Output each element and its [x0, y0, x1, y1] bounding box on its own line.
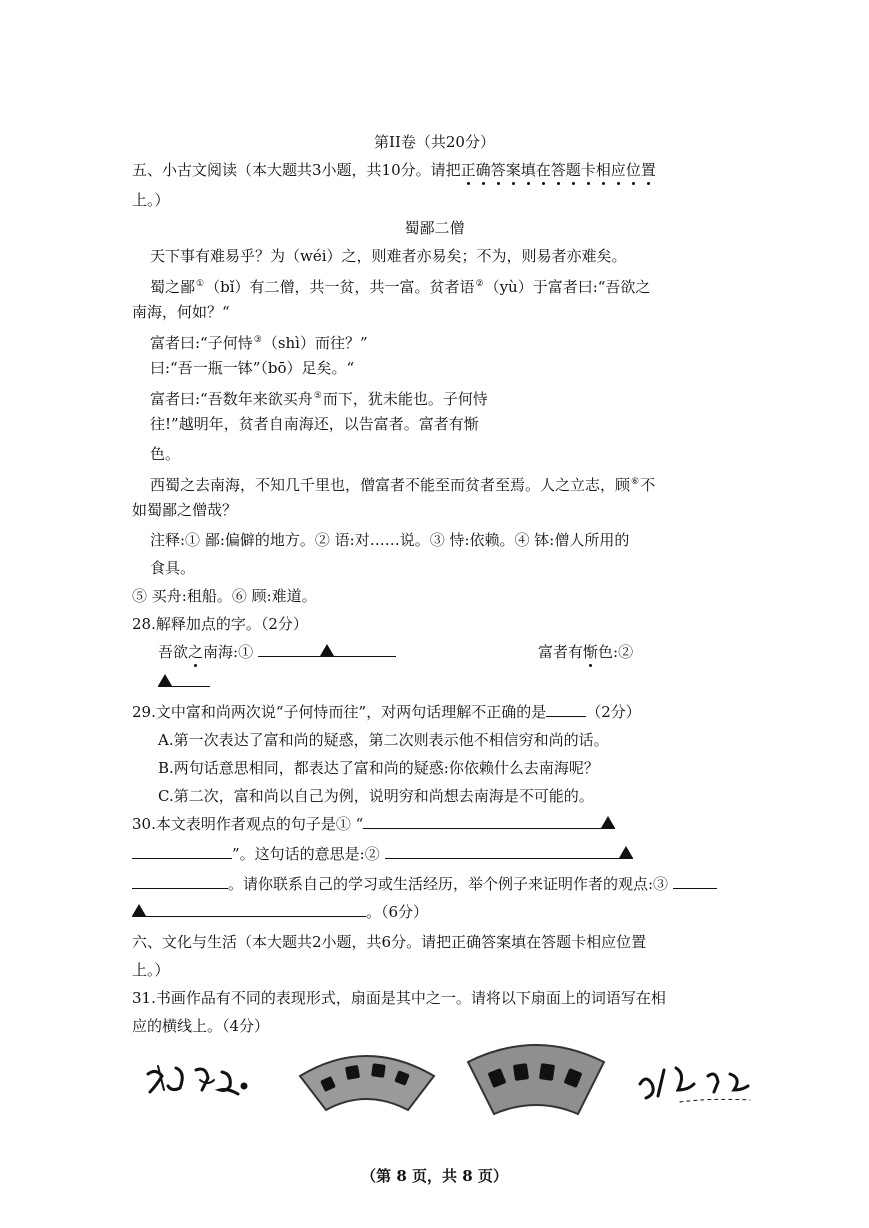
dotted-char: 案	[505, 161, 521, 179]
note-marker-6: ⑥	[631, 477, 640, 487]
q28-item1-dotted-char: 之	[188, 643, 204, 661]
q29-stem-text: 29.文中富和尚两次说“子何恃而往”，对两句话理解不正确的是	[132, 703, 547, 721]
q31-line1: 31.书画作品有不同的表现形式，扇面是其中之一。请将以下扇面上的词语写在相	[132, 989, 666, 1007]
passage-p6	[150, 386, 488, 409]
q28-stem: 28.解释加点的字。（2分）	[132, 615, 308, 633]
q30-blank-3b[interactable]	[132, 902, 266, 917]
p2-text-b: （bǐ）有二僧，共一贫，共一富。贫者语	[205, 278, 475, 296]
p4-text-a: 富者曰:“子何恃	[150, 334, 253, 352]
dotted-char: 位	[625, 161, 641, 179]
passage-p2	[150, 274, 650, 297]
q30-blank-1b[interactable]	[407, 814, 615, 829]
passage-p5: 曰:“吾一瓶一钵”（bō）足矣。“	[150, 359, 355, 377]
q29-answer-blank[interactable]	[546, 702, 586, 717]
dotted-char: 卡	[580, 161, 596, 179]
note-marker-5: ⑤	[313, 391, 322, 401]
answer-triangle-icon	[601, 816, 615, 828]
answer-triangle-icon	[320, 644, 334, 656]
p9-text-a: 西蜀之去南海，不知几千里也，僧富者不能至而贫者至焉。人之立志，顾	[150, 476, 631, 494]
q28-item1-text-a: 吾欲	[158, 643, 189, 661]
section6-heading: 六、文化与生活（本大题共2小题，共6分。请把正确答案填在答题卡相应位置	[132, 933, 647, 951]
q29-points: （2分）	[586, 703, 641, 721]
answer-triangle-icon	[619, 846, 633, 858]
answer-triangle-icon	[158, 674, 172, 686]
dotted-char: 在	[535, 161, 551, 179]
dotted-char: 答	[550, 161, 566, 179]
passage-p1: 天下事有难易乎？为（wéi）之，则难者亦易矣；不为，则易者亦难矣。	[150, 247, 627, 265]
q30-blank-2a[interactable]	[385, 844, 425, 859]
passage-p4	[150, 330, 368, 353]
q30-line3-text: 。请你联系自己的学习或生活经历，举个例子来证明作者的观点:③	[228, 875, 669, 893]
section5-heading-dotted	[461, 161, 656, 179]
section6-heading-line2: 上。）	[132, 961, 170, 979]
q28-answer-blank-2[interactable]	[158, 672, 210, 692]
annotations-line1: 注释:① 鄙:偏僻的地方。② 语:对……说。③ 恃:依赖。④ 钵:僧人所用的	[150, 531, 630, 549]
q28-answer-blank-1[interactable]	[258, 642, 396, 657]
passage-title: 蜀鄙二僧	[404, 219, 465, 237]
fan-image-1	[148, 1066, 247, 1094]
fan-image-4	[640, 1068, 750, 1102]
note-marker-1: ①	[196, 279, 205, 289]
q28-item1-text-b: 南海:①	[203, 643, 254, 661]
p6-text-b: 而下，犹未能也。子何恃	[322, 390, 488, 408]
dotted-char: 题	[565, 161, 581, 179]
passage-p3: 南海，何如？“	[132, 303, 230, 321]
dotted-char: 填	[520, 161, 536, 179]
answer-triangle-icon	[132, 904, 146, 916]
dotted-char: 相	[595, 161, 611, 179]
q30-line4	[132, 902, 428, 922]
p2-text-c: （yù）于富者曰:“吾欲之	[484, 278, 651, 296]
q30-line3	[132, 874, 717, 894]
q30-blank-1a[interactable]	[363, 814, 407, 829]
q30-points: 。（6分）	[366, 903, 429, 921]
section5-heading-line2: 上。）	[132, 191, 170, 209]
q30-line2-text: ”。这句话的意思是:②	[232, 845, 380, 863]
q28-item2-dotted-char: 惭	[583, 643, 599, 661]
note-marker-3: ③	[253, 335, 262, 345]
section5-heading-text: 五、小古文阅读（本大题共3小题，共10分。请把	[132, 161, 461, 179]
q30-blank-1c[interactable]	[132, 844, 232, 859]
section5-heading	[132, 160, 656, 180]
fan-image-2	[300, 1056, 434, 1110]
volume-title: 第II卷（共20分）	[374, 133, 495, 151]
passage-p9	[150, 472, 655, 495]
q30-blank-2b[interactable]	[425, 844, 633, 859]
passage-p10: 如蜀鄙之僧哉？	[132, 501, 238, 519]
p9-text-b: 不	[640, 476, 656, 494]
q28-blank-2-line[interactable]	[158, 672, 210, 687]
q30-line1	[132, 814, 615, 834]
q30-stem-text: 30.本文表明作者观点的句子是① “	[132, 815, 364, 833]
q28-item2-text-b: 色:②	[598, 643, 634, 661]
q28-item2	[538, 642, 633, 662]
q30-blank-3c[interactable]	[266, 902, 366, 917]
annotations-line3: ⑤ 买舟:租船。⑥ 顾:难道。	[132, 587, 317, 605]
fan-image-3	[468, 1045, 604, 1114]
q30-blank-2c[interactable]	[132, 874, 228, 889]
dotted-char: 答	[490, 161, 506, 179]
q28-item2-text-a: 富者有	[538, 643, 584, 661]
p4-text-b: （shì）而往？”	[262, 334, 368, 352]
q29-option-a: A.第一次表达了富和尚的疑惑，第二次则表示他不相信穷和尚的话。	[158, 731, 609, 749]
annotations-line2: 食具。	[150, 559, 196, 577]
dotted-char: 置	[640, 161, 656, 179]
q30-line2	[132, 844, 633, 864]
q29-stem	[132, 702, 641, 722]
q29-option-c: C.第二次，富和尚以自己为例，说明穷和尚想去南海是不可能的。	[158, 787, 594, 805]
q31-line2: 应的横线上。（4分）	[132, 1017, 270, 1035]
passage-p7: 往!”越明年，贫者自南海还，以告富者。富者有惭	[150, 415, 479, 433]
p6-text-a: 富者曰:“吾数年来欲买舟	[150, 390, 313, 408]
dotted-char: 正	[460, 161, 476, 179]
q30-blank-3a[interactable]	[673, 874, 717, 889]
q28-item1	[158, 642, 396, 662]
q29-option-b: B.两句话意思相同，都表达了富和尚的疑惑:你依赖什么去南海呢？	[158, 759, 599, 777]
passage-p8: 色。	[150, 445, 181, 463]
page-footer: （第 8 页，共 8 页）	[361, 1167, 508, 1185]
dotted-char: 确	[475, 161, 491, 179]
p2-text-a: 蜀之鄙	[150, 278, 196, 296]
note-marker-2: ②	[475, 279, 484, 289]
fan-images-row	[0, 1040, 869, 1120]
dotted-char: 应	[610, 161, 626, 179]
